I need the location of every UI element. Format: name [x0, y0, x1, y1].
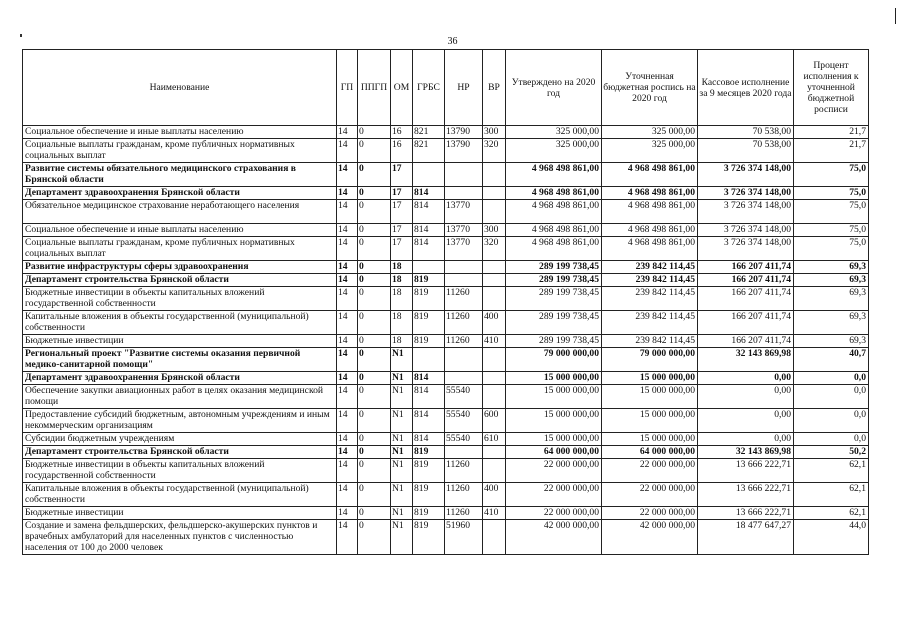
cell-om: 17: [391, 200, 413, 224]
cell-vr: 400: [483, 483, 506, 507]
cell-cash: 166 207 411,74: [698, 274, 794, 287]
cell-refined: 15 000 000,00: [602, 385, 698, 409]
scan-edge-mark: [895, 8, 896, 24]
cell-percent: 62,1: [794, 507, 869, 520]
cell-refined: 64 000 000,00: [602, 446, 698, 459]
cell-grbs: 819: [413, 520, 445, 555]
cell-nr: 11260: [445, 335, 483, 348]
cell-ppgp: 0: [358, 348, 391, 372]
cell-vr: [483, 261, 506, 274]
cell-approved: 289 199 738,45: [506, 274, 602, 287]
cell-gp: 14: [337, 372, 358, 385]
cell-name: Обеспечение закупки авиационных работ в целях оказания медицинской помощи: [23, 385, 337, 409]
cell-vr: [483, 163, 506, 187]
cell-cash: 70 538,00: [698, 139, 794, 163]
cell-ppgp: 0: [358, 385, 391, 409]
table-row: [23, 261, 869, 274]
cell-gp: 14: [337, 200, 358, 224]
cell-percent: 0,0: [794, 433, 869, 446]
cell-vr: [483, 200, 506, 224]
cell-name: Департамент строительства Брянской области: [23, 446, 337, 459]
cell-grbs: 814: [413, 224, 445, 237]
cell-refined: 22 000 000,00: [602, 483, 698, 507]
cell-om: N1: [391, 385, 413, 409]
column-header-ppgp: ППГП: [358, 50, 391, 126]
cell-nr: 11260: [445, 311, 483, 335]
cell-om: N1: [391, 348, 413, 372]
table-row: [23, 520, 869, 555]
cell-approved: 289 199 738,45: [506, 287, 602, 311]
cell-vr: [483, 459, 506, 483]
cell-refined: 22 000 000,00: [602, 507, 698, 520]
cell-gp: 14: [337, 409, 358, 433]
cell-name: Предоставление субсидий бюджетным, автономным учреждениям и иным некоммерческим организациям: [23, 409, 337, 433]
cell-refined: 42 000 000,00: [602, 520, 698, 555]
cell-grbs: 814: [413, 372, 445, 385]
cell-grbs: 821: [413, 126, 445, 139]
cell-name: Создание и замена фельдшерских, фельдшерско-акушерских пунктов и врачебных амбулаторий для населенных пунктов с численностью населения от 100 до 2000 человек: [23, 520, 337, 555]
table-body: [23, 126, 869, 555]
cell-ppgp: 0: [358, 459, 391, 483]
cell-nr: [445, 348, 483, 372]
cell-ppgp: 0: [358, 520, 391, 555]
cell-percent: 0,0: [794, 409, 869, 433]
cell-om: N1: [391, 446, 413, 459]
cell-grbs: 819: [413, 311, 445, 335]
cell-om: 17: [391, 237, 413, 261]
cell-vr: [483, 348, 506, 372]
cell-refined: 15 000 000,00: [602, 433, 698, 446]
cell-om: 18: [391, 335, 413, 348]
cell-approved: 289 199 738,45: [506, 335, 602, 348]
cell-name: Департамент строительства Брянской области: [23, 274, 337, 287]
cell-percent: 62,1: [794, 459, 869, 483]
cell-cash: 3 726 374 148,00: [698, 163, 794, 187]
cell-name: Бюджетные инвестиции: [23, 335, 337, 348]
table-row: [23, 224, 869, 237]
cell-nr: 11260: [445, 287, 483, 311]
table-row: [23, 483, 869, 507]
cell-percent: 50,2: [794, 446, 869, 459]
cell-ppgp: 0: [358, 335, 391, 348]
cell-approved: 42 000 000,00: [506, 520, 602, 555]
cell-grbs: 814: [413, 187, 445, 200]
cell-name: Региональный проект "Развитие системы оказания первичной медико-санитарной помощи": [23, 348, 337, 372]
cell-refined: 239 842 114,45: [602, 261, 698, 274]
cell-name: Капитальные вложения в объекты государственной (муниципальной) собственности: [23, 311, 337, 335]
cell-vr: 410: [483, 335, 506, 348]
cell-percent: 21,7: [794, 126, 869, 139]
cell-om: 17: [391, 224, 413, 237]
cell-refined: 15 000 000,00: [602, 409, 698, 433]
cell-nr: [445, 163, 483, 187]
cell-grbs: 819: [413, 335, 445, 348]
cell-vr: [483, 287, 506, 311]
cell-om: N1: [391, 520, 413, 555]
cell-approved: 22 000 000,00: [506, 507, 602, 520]
cell-ppgp: 0: [358, 126, 391, 139]
cell-percent: 75,0: [794, 187, 869, 200]
cell-refined: 4 968 498 861,00: [602, 187, 698, 200]
cell-grbs: 814: [413, 385, 445, 409]
cell-percent: 75,0: [794, 200, 869, 224]
cell-cash: 18 477 647,27: [698, 520, 794, 555]
cell-refined: 4 968 498 861,00: [602, 224, 698, 237]
cell-grbs: [413, 163, 445, 187]
cell-grbs: 819: [413, 274, 445, 287]
budget-execution-table: [22, 49, 869, 555]
cell-cash: 166 207 411,74: [698, 261, 794, 274]
table-row: [23, 372, 869, 385]
cell-gp: 14: [337, 335, 358, 348]
cell-ppgp: 0: [358, 187, 391, 200]
column-header-gp: ГП: [337, 50, 358, 126]
cell-gp: 14: [337, 520, 358, 555]
cell-vr: 320: [483, 237, 506, 261]
table-row: [23, 446, 869, 459]
cell-name: Бюджетные инвестиции в объекты капитальных вложений государственной собственности: [23, 459, 337, 483]
cell-approved: 22 000 000,00: [506, 483, 602, 507]
cell-ppgp: 0: [358, 237, 391, 261]
cell-ppgp: 0: [358, 311, 391, 335]
cell-ppgp: 0: [358, 163, 391, 187]
cell-nr: 51960: [445, 520, 483, 555]
cell-gp: 14: [337, 287, 358, 311]
cell-cash: 32 143 869,98: [698, 446, 794, 459]
cell-gp: 14: [337, 187, 358, 200]
table-row: [23, 311, 869, 335]
cell-nr: 13770: [445, 224, 483, 237]
table-row: [23, 126, 869, 139]
cell-cash: 0,00: [698, 372, 794, 385]
cell-name: Социальные выплаты гражданам, кроме публичных нормативных социальных выплат: [23, 139, 337, 163]
cell-om: N1: [391, 372, 413, 385]
cell-nr: [445, 274, 483, 287]
cell-refined: 325 000,00: [602, 126, 698, 139]
cell-vr: [483, 274, 506, 287]
table-row: [23, 335, 869, 348]
cell-cash: 3 726 374 148,00: [698, 187, 794, 200]
table-row: [23, 385, 869, 409]
cell-cash: 0,00: [698, 385, 794, 409]
table-row: [23, 348, 869, 372]
cell-om: 17: [391, 163, 413, 187]
cell-vr: [483, 385, 506, 409]
cell-refined: 325 000,00: [602, 139, 698, 163]
cell-om: 18: [391, 287, 413, 311]
cell-approved: 4 968 498 861,00: [506, 237, 602, 261]
table-row: [23, 287, 869, 311]
cell-vr: 400: [483, 311, 506, 335]
cell-percent: 0,0: [794, 372, 869, 385]
cell-gp: 14: [337, 483, 358, 507]
cell-nr: 11260: [445, 483, 483, 507]
cell-ppgp: 0: [358, 287, 391, 311]
cell-percent: 40,7: [794, 348, 869, 372]
cell-name: Субсидии бюджетным учреждениям: [23, 433, 337, 446]
cell-vr: [483, 372, 506, 385]
cell-grbs: 814: [413, 433, 445, 446]
cell-vr: 300: [483, 126, 506, 139]
cell-om: 18: [391, 311, 413, 335]
cell-cash: 0,00: [698, 433, 794, 446]
cell-grbs: 819: [413, 287, 445, 311]
cell-nr: [445, 261, 483, 274]
cell-refined: 239 842 114,45: [602, 274, 698, 287]
cell-approved: 4 968 498 861,00: [506, 187, 602, 200]
cell-name: Социальное обеспечение и иные выплаты населению: [23, 224, 337, 237]
table-row: [23, 163, 869, 187]
cell-ppgp: 0: [358, 446, 391, 459]
cell-vr: [483, 446, 506, 459]
cell-ppgp: 0: [358, 372, 391, 385]
cell-gp: 14: [337, 224, 358, 237]
cell-refined: 239 842 114,45: [602, 287, 698, 311]
cell-refined: 239 842 114,45: [602, 311, 698, 335]
cell-om: N1: [391, 483, 413, 507]
cell-om: N1: [391, 433, 413, 446]
cell-refined: 239 842 114,45: [602, 335, 698, 348]
cell-cash: 3 726 374 148,00: [698, 224, 794, 237]
cell-grbs: 819: [413, 459, 445, 483]
cell-percent: 69,3: [794, 287, 869, 311]
cell-cash: 166 207 411,74: [698, 287, 794, 311]
cell-approved: 22 000 000,00: [506, 459, 602, 483]
cell-om: N1: [391, 507, 413, 520]
cell-name: Капитальные вложения в объекты государственной (муниципальной) собственности: [23, 483, 337, 507]
cell-grbs: 819: [413, 483, 445, 507]
cell-vr: [483, 187, 506, 200]
table-row: [23, 200, 869, 224]
cell-approved: 4 968 498 861,00: [506, 200, 602, 224]
cell-name: Бюджетные инвестиции в объекты капитальных вложений государственной собственности: [23, 287, 337, 311]
cell-vr: [483, 520, 506, 555]
cell-percent: 75,0: [794, 224, 869, 237]
cell-refined: 4 968 498 861,00: [602, 163, 698, 187]
cell-gp: 14: [337, 385, 358, 409]
cell-grbs: 819: [413, 507, 445, 520]
cell-approved: 289 199 738,45: [506, 311, 602, 335]
cell-refined: 79 000 000,00: [602, 348, 698, 372]
cell-approved: 15 000 000,00: [506, 372, 602, 385]
cell-nr: 13770: [445, 237, 483, 261]
cell-name: Департамент здравоохранения Брянской области: [23, 372, 337, 385]
cell-ppgp: 0: [358, 200, 391, 224]
cell-vr: 610: [483, 433, 506, 446]
table-header-row: [23, 50, 869, 126]
cell-name: Социальные выплаты гражданам, кроме публичных нормативных социальных выплат: [23, 237, 337, 261]
cell-nr: [445, 372, 483, 385]
cell-grbs: 819: [413, 446, 445, 459]
cell-nr: 13790: [445, 139, 483, 163]
cell-cash: 13 666 222,71: [698, 507, 794, 520]
cell-gp: 14: [337, 139, 358, 163]
cell-percent: 21,7: [794, 139, 869, 163]
cell-grbs: [413, 348, 445, 372]
cell-percent: 62,1: [794, 483, 869, 507]
cell-gp: 14: [337, 163, 358, 187]
cell-gp: 14: [337, 311, 358, 335]
cell-approved: 4 968 498 861,00: [506, 163, 602, 187]
cell-refined: 22 000 000,00: [602, 459, 698, 483]
cell-refined: 4 968 498 861,00: [602, 200, 698, 224]
cell-nr: 55540: [445, 385, 483, 409]
cell-om: 17: [391, 187, 413, 200]
cell-cash: 0,00: [698, 409, 794, 433]
cell-approved: 15 000 000,00: [506, 385, 602, 409]
cell-gp: 14: [337, 446, 358, 459]
cell-approved: 15 000 000,00: [506, 409, 602, 433]
cell-approved: 4 968 498 861,00: [506, 224, 602, 237]
column-header-vr: ВР: [483, 50, 506, 126]
column-header-nr: НР: [445, 50, 483, 126]
cell-vr: 600: [483, 409, 506, 433]
cell-gp: 14: [337, 507, 358, 520]
cell-om: 18: [391, 261, 413, 274]
cell-om: N1: [391, 459, 413, 483]
cell-ppgp: 0: [358, 483, 391, 507]
table-row: [23, 139, 869, 163]
cell-refined: 4 968 498 861,00: [602, 237, 698, 261]
cell-percent: 0,0: [794, 385, 869, 409]
cell-nr: 55540: [445, 433, 483, 446]
cell-percent: 69,3: [794, 274, 869, 287]
cell-percent: 69,3: [794, 311, 869, 335]
cell-name: Обязательное медицинское страхование неработающего населения: [23, 200, 337, 224]
column-header-om: ОМ: [391, 50, 413, 126]
cell-percent: 75,0: [794, 163, 869, 187]
cell-nr: 55540: [445, 409, 483, 433]
cell-gp: 14: [337, 237, 358, 261]
cell-nr: 13790: [445, 126, 483, 139]
cell-nr: [445, 446, 483, 459]
table-row: [23, 459, 869, 483]
cell-om: 16: [391, 139, 413, 163]
cell-approved: 64 000 000,00: [506, 446, 602, 459]
page-number: 36: [447, 36, 458, 47]
cell-grbs: 814: [413, 200, 445, 224]
cell-gp: 14: [337, 274, 358, 287]
cell-percent: 44,0: [794, 520, 869, 555]
cell-gp: 14: [337, 348, 358, 372]
cell-percent: 69,3: [794, 335, 869, 348]
column-header-approved: Утверждено на 2020 год: [506, 50, 602, 126]
cell-grbs: 814: [413, 409, 445, 433]
cell-ppgp: 0: [358, 261, 391, 274]
cell-cash: 166 207 411,74: [698, 311, 794, 335]
table-row: [23, 409, 869, 433]
cell-name: Развитие системы обязательного медицинского страхования в Брянской области: [23, 163, 337, 187]
cell-vr: 300: [483, 224, 506, 237]
cell-ppgp: 0: [358, 224, 391, 237]
cell-name: Социальное обеспечение и иные выплаты населению: [23, 126, 337, 139]
cell-grbs: 814: [413, 237, 445, 261]
cell-cash: 70 538,00: [698, 126, 794, 139]
cell-vr: 410: [483, 507, 506, 520]
table-row: [23, 507, 869, 520]
cell-nr: 13770: [445, 200, 483, 224]
cell-ppgp: 0: [358, 433, 391, 446]
cell-om: 16: [391, 126, 413, 139]
table-row: [23, 237, 869, 261]
cell-cash: 3 726 374 148,00: [698, 200, 794, 224]
cell-approved: 325 000,00: [506, 126, 602, 139]
cell-percent: 75,0: [794, 237, 869, 261]
cell-nr: 11260: [445, 507, 483, 520]
cell-nr: 11260: [445, 459, 483, 483]
column-header-percent: Процент исполнения к уточненной бюджетной росписи: [794, 50, 869, 126]
cell-name: Развитие инфраструктуры сферы здравоохранения: [23, 261, 337, 274]
cell-cash: 13 666 222,71: [698, 459, 794, 483]
column-header-cash: Кассовое исполнение за 9 месяцев 2020 года: [698, 50, 794, 126]
cell-approved: 289 199 738,45: [506, 261, 602, 274]
cell-cash: 13 666 222,71: [698, 483, 794, 507]
cell-percent: 69,3: [794, 261, 869, 274]
column-header-name: Наименование: [23, 50, 337, 126]
cell-grbs: 821: [413, 139, 445, 163]
cell-gp: 14: [337, 459, 358, 483]
cell-ppgp: 0: [358, 139, 391, 163]
cell-om: 18: [391, 274, 413, 287]
cell-approved: 325 000,00: [506, 139, 602, 163]
cell-gp: 14: [337, 126, 358, 139]
cell-name: Бюджетные инвестиции: [23, 507, 337, 520]
cell-grbs: [413, 261, 445, 274]
cell-gp: 14: [337, 261, 358, 274]
table-row: [23, 433, 869, 446]
table-row: [23, 274, 869, 287]
cell-ppgp: 0: [358, 274, 391, 287]
cell-cash: 32 143 869,98: [698, 348, 794, 372]
column-header-grbs: ГРБС: [413, 50, 445, 126]
cell-cash: 166 207 411,74: [698, 335, 794, 348]
cell-name: Департамент здравоохранения Брянской области: [23, 187, 337, 200]
cell-approved: 79 000 000,00: [506, 348, 602, 372]
cell-ppgp: 0: [358, 507, 391, 520]
cell-om: N1: [391, 409, 413, 433]
cell-nr: [445, 187, 483, 200]
cell-gp: 14: [337, 433, 358, 446]
cell-ppgp: 0: [358, 409, 391, 433]
cell-vr: 320: [483, 139, 506, 163]
table-row: [23, 187, 869, 200]
cell-approved: 15 000 000,00: [506, 433, 602, 446]
cell-refined: 15 000 000,00: [602, 372, 698, 385]
cell-cash: 3 726 374 148,00: [698, 237, 794, 261]
column-header-refined: Уточненная бюджетная роспись на 2020 год: [602, 50, 698, 126]
